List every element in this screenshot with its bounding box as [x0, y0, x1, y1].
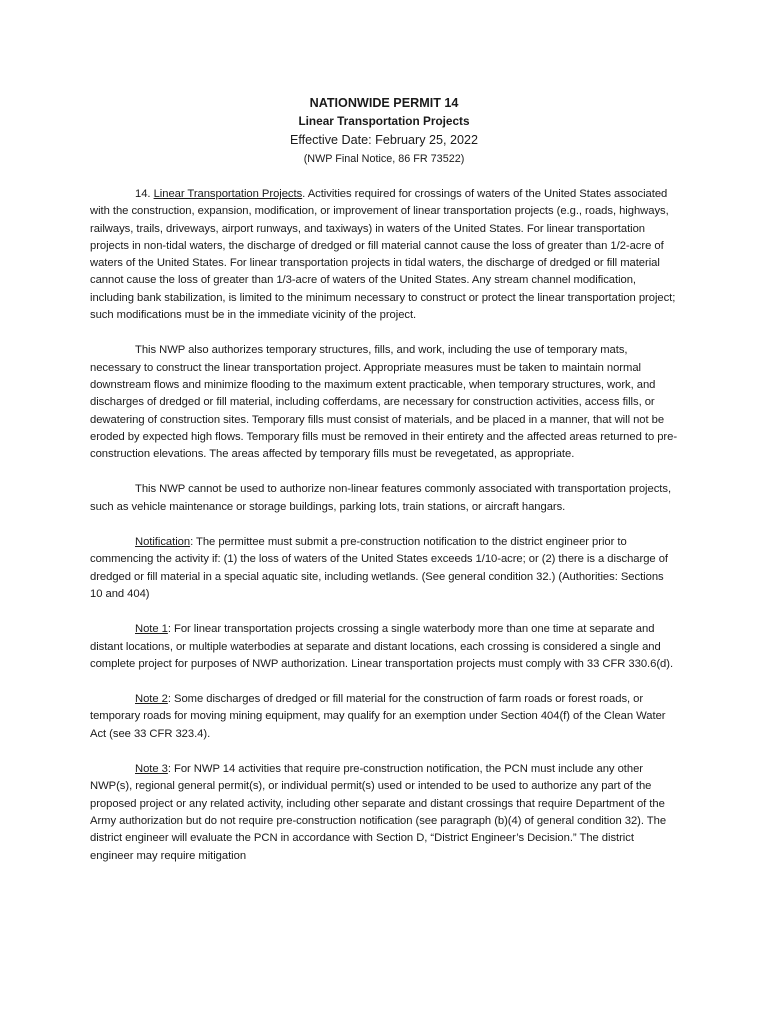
- document-subtitle: Linear Transportation Projects: [298, 114, 470, 128]
- permit-heading: Linear Transportation Projects: [153, 188, 303, 200]
- paragraph-text: : The permittee must submit a pre-construction notification to the district engineer prior to commencing the activity if: (1) the loss of waters of the United States exceeds 1/10-acre; or (2) there is a discharge of dredged or fill material in a special aquatic site, including wetlands. (See general condition 32.) (Authorities: Sections 10 and 404): [90, 536, 668, 600]
- paragraph-text: This NWP cannot be used to authorize non-linear features commonly associated with transportation projects, such as vehicle maintenance or storage buildings, parking lots, train stations, or aircraft hangars.: [90, 483, 672, 513]
- effective-date: Effective Date: February 25, 2022: [289, 133, 479, 147]
- document-page: [90, 94, 678, 883]
- paragraph-note-2: [90, 691, 678, 743]
- final-notice-citation: (NWP Final Notice, 86 FR 73522): [303, 153, 465, 165]
- permit-number: 14.: [135, 188, 154, 200]
- paragraph-temporary-structures: [90, 342, 678, 463]
- paragraph-text: . Activities required for crossings of waters of the United States associated with the construction, expansion, modification, or improvement of linear transportation projects (e.g., roads, highways, railways, trails, driveways, airport runways, and taxiways) in waters of the United States. For linear transportation projects in non-tidal waters, the discharge of dredged or fill material cannot cause the loss of greater than 1/2-acre of waters of the United States. For linear transportation projects in tidal waters, the discharge of dredged or fill material cannot cause the loss of greater than 1/3-acre of waters of the United States. Any stream channel modification, including bank stabilization, is limited to the minimum necessary to construct or protect the linear transportation project; such modifications must be in the immediate vicinity of the project.: [90, 188, 676, 322]
- paragraph-note-1: [90, 621, 678, 673]
- paragraph-note-3: [90, 761, 678, 865]
- paragraph-text: : Some discharges of dredged or fill material for the construction of farm roads or forest roads, or temporary roads for moving mining equipment, may qualify for an exemption under Section 404(f) of the Clean Water Act (see 33 CFR 323.4).: [90, 693, 666, 740]
- paragraph-text: : For NWP 14 activities that require pre-construction notification, the PCN must include any other NWP(s), regional general permit(s), or individual permit(s) used or intended to be used to authorize any part of the proposed project or any related activity, including other separate and distant crossings that require Department of the Army authorization but do not require pre-construction notification (see paragraph (b)(4) of general condition 32). The district engineer will evaluate the PCN in accordance with Section D, “District Engineer’s Decision.” The district engineer may require mitigation: [90, 763, 667, 862]
- paragraph-permit-description: [90, 186, 678, 324]
- document-title: NATIONWIDE PERMIT 14: [309, 96, 459, 110]
- note-1-heading: Note 1: [135, 623, 168, 636]
- document-header: [90, 94, 678, 168]
- paragraph-notification: [90, 534, 678, 603]
- paragraph-non-linear-features: [90, 481, 678, 516]
- paragraph-text: : For linear transportation projects crossing a single waterbody more than one time at separate and distant locations, or multiple waterbodies at separate and distant locations, each crossing is considered a single and complete project for purposes of NWP authorization. Linear transportation projects must comply with 33 CFR 330.6(d).: [90, 623, 674, 670]
- paragraph-text: This NWP also authorizes temporary structures, fills, and work, including the use of temporary mats, necessary to construct the linear transportation project. Appropriate measures must be taken to maintain normal downstream flows and minimize flooding to the maximum extent practicable, when temporary structures, work, and discharges of dredged or fill material, including cofferdams, are necessary for construction activities, access fills, or dewatering of construction sites. Temporary fills must consist of materials, and be placed in a manner, that will not be eroded by expected high flows. Temporary fills must be removed in their entirety and the affected areas returned to pre-construction elevations. The areas affected by temporary fills must be revegetated, as appropriate.: [90, 344, 678, 461]
- note-2-heading: Note 2: [135, 693, 168, 706]
- note-3-heading: Note 3: [135, 763, 168, 776]
- notification-heading: Notification: [135, 536, 191, 549]
